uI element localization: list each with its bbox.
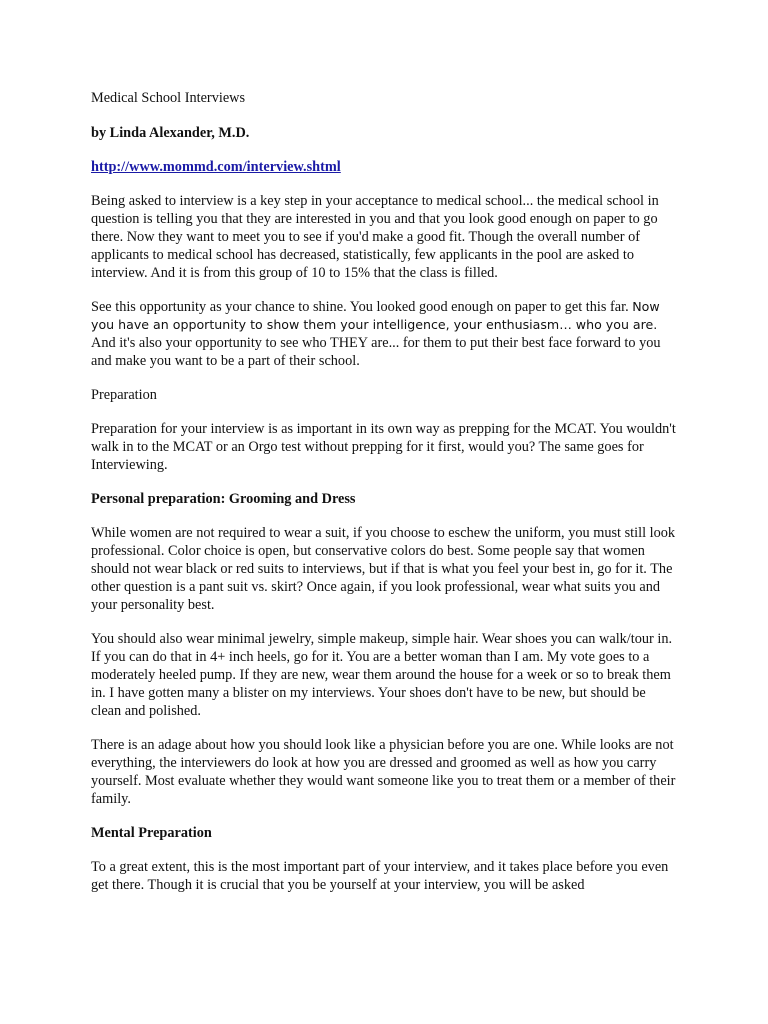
paragraph-preparation: Preparation for your interview is as important in its own way as prepping for the MCAT. You wouldn't walk in to the MCAT or an Orgo test without prepping for it first, would you? The same goes for Interviewing. [91, 421, 676, 473]
paragraph-grooming-3: There is an adage about how you should look like a physician before you are one. While looks are not everything, the interviewers do look at how you are dressed and groomed as well as how you carry yourself. Most evaluate whether they would want someone like you to treat them or a member of their family. [91, 737, 676, 807]
paragraph-shine [91, 298, 676, 370]
paragraph-mental-1: To a great extent, this is the most important part of your interview, and it takes place before you even get there. Though it is crucial that you be yourself at your interview, you will be asked [91, 859, 669, 893]
section-heading-preparation: Preparation [91, 387, 157, 403]
paragraph-intro: Being asked to interview is a key step in your acceptance to medical school... the medical school in question is telling you that they are interested in you and that you look good enough on paper to go there. Now they want to meet you to see if you'd make a good fit. Though the overall number of applicants to medical school has decreased, statistically, few applicants in the pool are asked to interview. And it is from this group of 10 to 15% that the class is filled. [91, 193, 659, 281]
document-body [91, 89, 676, 910]
paragraph-shine-line-1: See this opportunity as your chance to shine. You looked good enough on paper to get this far. [91, 299, 629, 315]
author-byline: by Linda Alexander, M.D. [91, 125, 250, 141]
paragraph-shine-line-3: And it's also your opportunity to see who THEY are... for them to put their best face forward to you and make you want to be a part of their school. [91, 335, 661, 369]
section-heading-mental: Mental Preparation [91, 825, 212, 841]
source-link[interactable]: http://www.mommd.com/interview.shtml [91, 159, 341, 175]
paragraph-grooming-2: You should also wear minimal jewelry, simple makeup, simple hair. Wear shoes you can walk/tour in. If you can do that in 4+ inch heels, go for it. You are a better woman than I am. My vote goes to a moderately heeled pump. If they are new, wear them around the house for a week or so to break them in. I have gotten many a blister on my interviews. Your shoes don't have to be new, but should be clean and polished. [91, 631, 673, 719]
paragraph-grooming-1: While women are not required to wear a suit, if you choose to eschew the uniform, you must still look professional. Color choice is open, but conservative colors do best. Some people say that women should not wear black or red suits to interviews, but if that is what you feel your best in, go for it. The other question is a pant suit vs. skirt? Once again, if you look professional, wear what suits you and your personality best. [91, 525, 676, 613]
section-heading-grooming: Personal preparation: Grooming and Dress [91, 491, 356, 507]
paragraph-shine-line-2: Now you have an opportunity to show them your intelligence, your enthusiasm… who you are. [91, 299, 660, 332]
document-title: Medical School Interviews [91, 90, 246, 106]
